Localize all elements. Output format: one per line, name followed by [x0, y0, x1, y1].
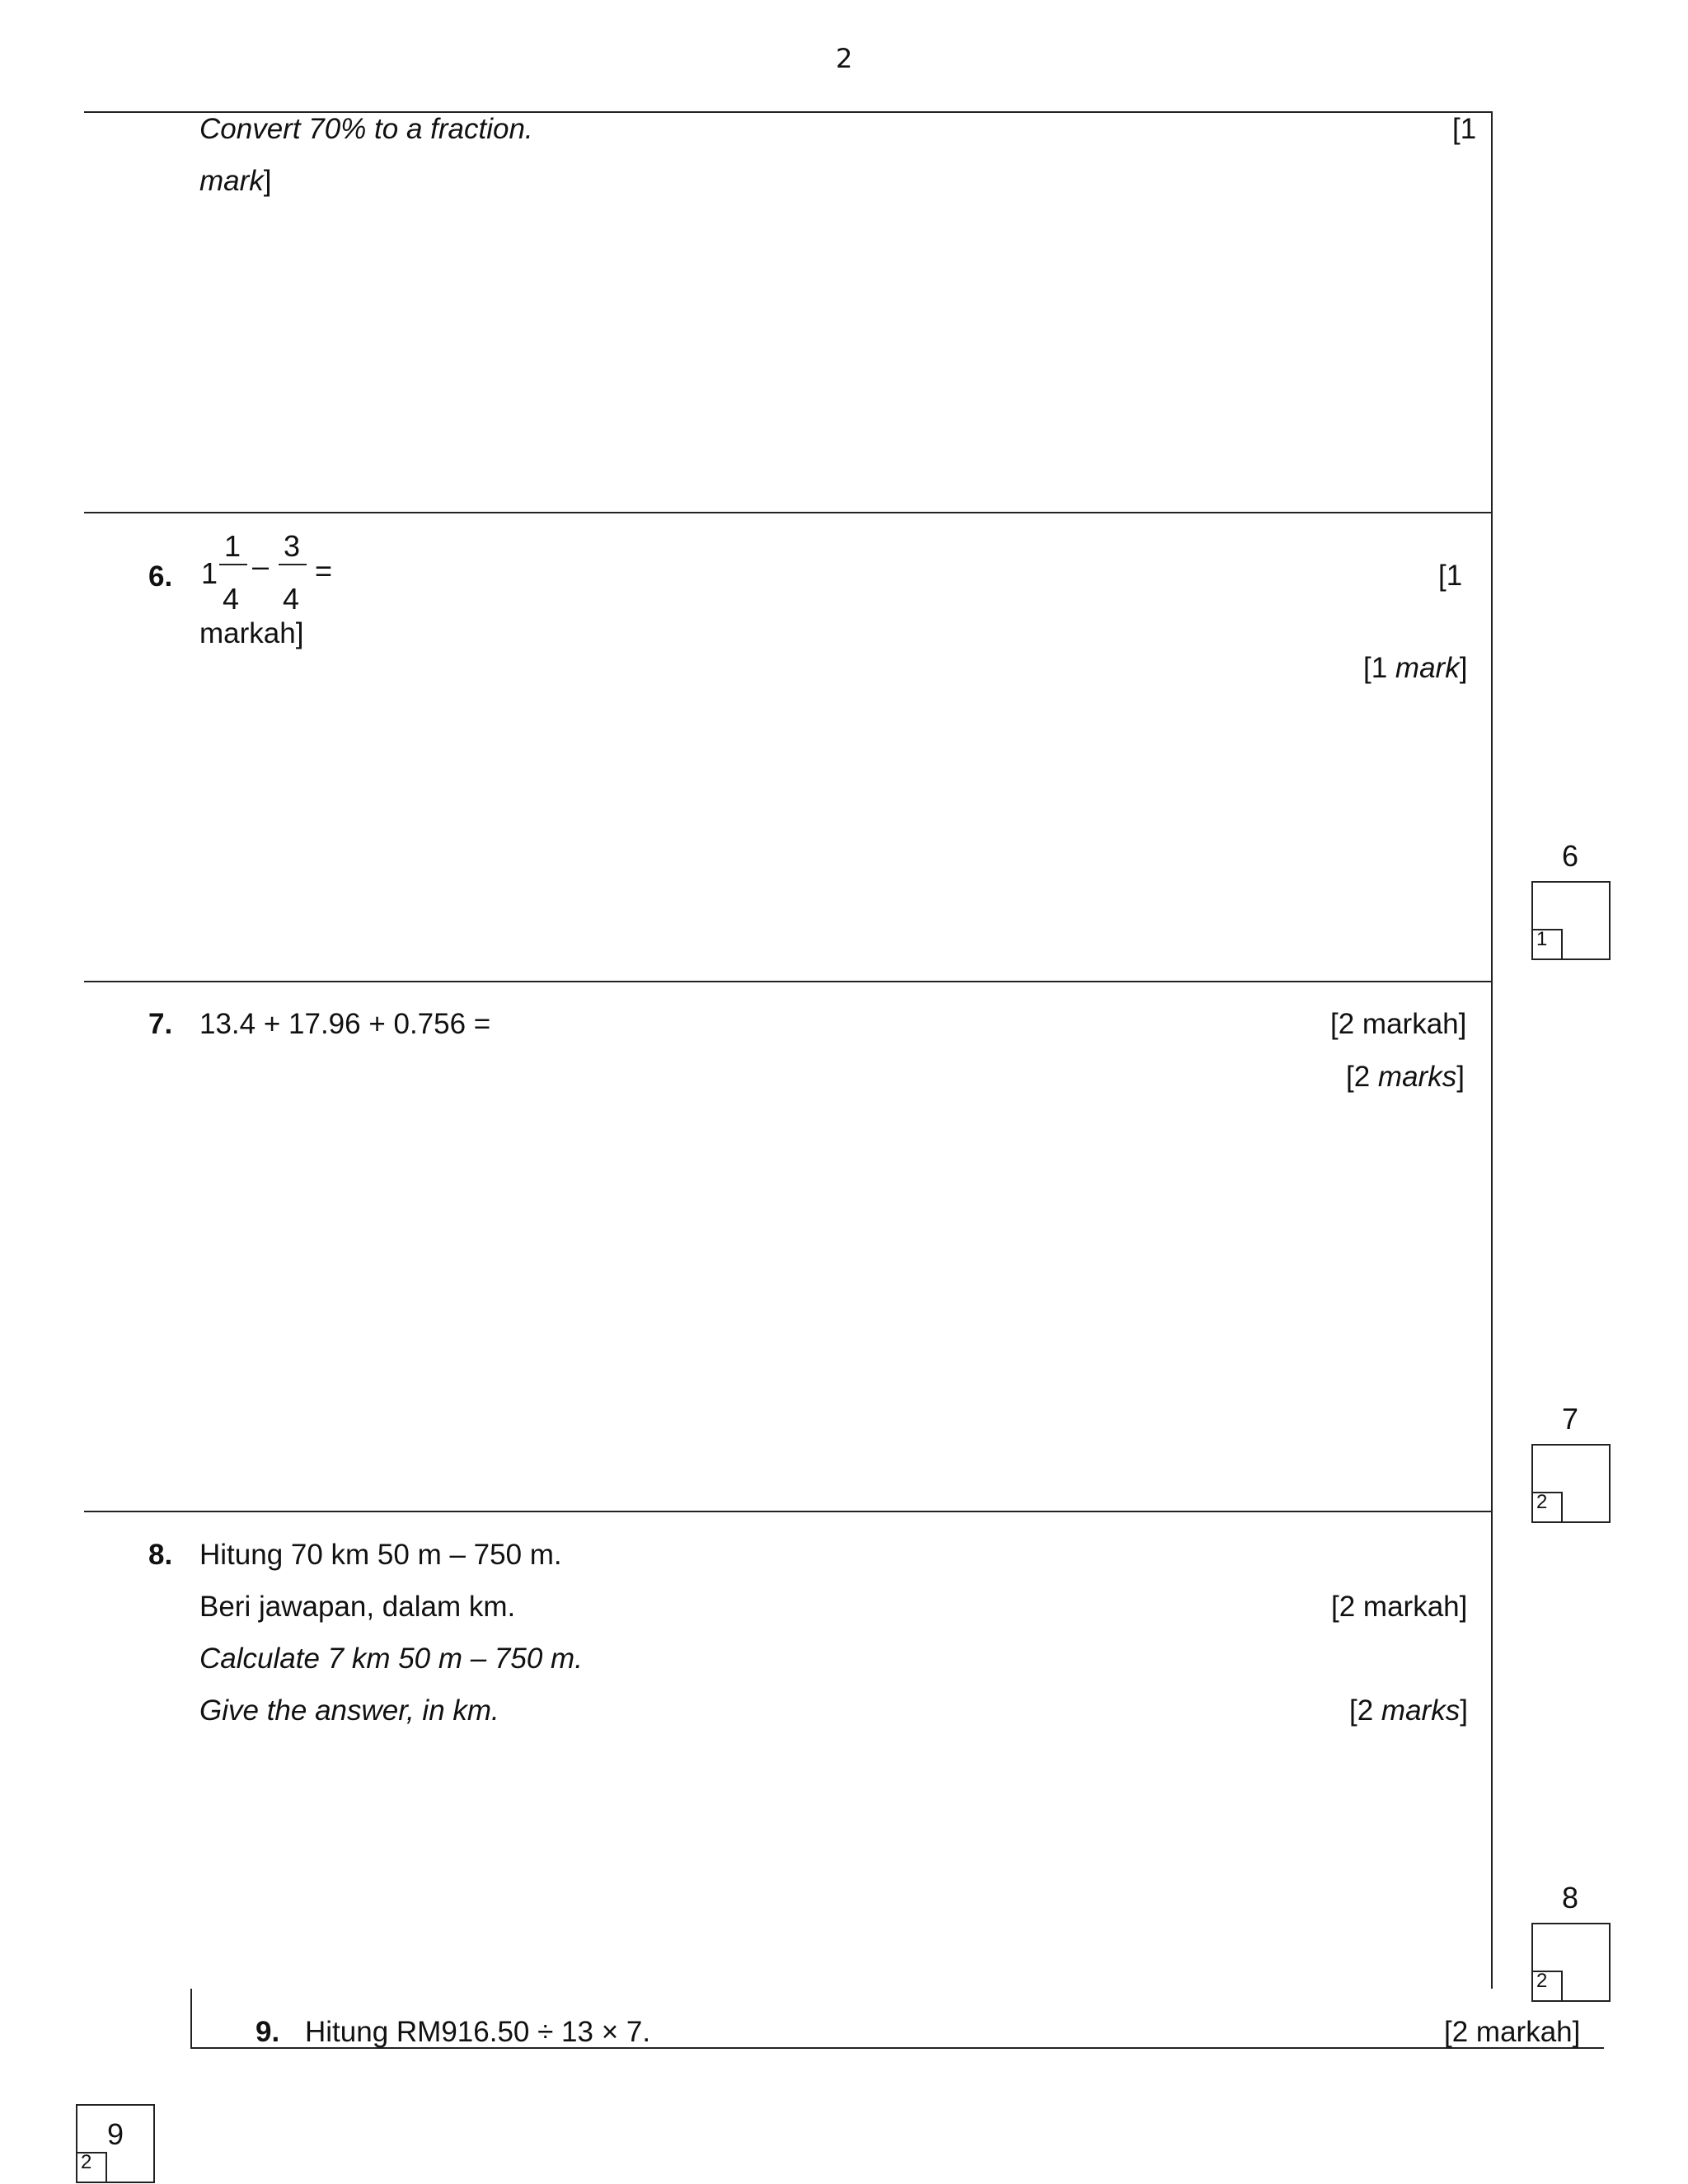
score-max-7: 2: [1531, 1492, 1563, 1523]
q8-line2-en: Give the answer, in km.: [199, 1694, 499, 1727]
q8-marks-en: [1349, 1694, 1468, 1728]
score-box-9[interactable]: [76, 2104, 155, 2183]
divider-q6-q7: [84, 981, 1493, 982]
q6-operator: –: [252, 549, 270, 583]
score-max-8: 2: [1531, 1971, 1563, 2002]
divider-q7-q8: [84, 1511, 1493, 1512]
q8-marks-en-word: marks: [1381, 1694, 1461, 1727]
q5-marks-word: mark: [199, 165, 264, 197]
q6-equals: =: [315, 554, 333, 588]
q8-marks-en-close: ]: [1460, 1694, 1468, 1727]
q9-number: 9.: [256, 2016, 280, 2048]
q6-marks-en-word: mark: [1395, 652, 1460, 684]
q6-marks-ms-top: [1: [1438, 560, 1463, 592]
q8-number: 8.: [148, 1539, 173, 1571]
divider-q5-q6: [84, 512, 1493, 513]
q6-denominator-1: 4: [223, 582, 240, 616]
q7-marks-en-close: ]: [1456, 1061, 1465, 1093]
q5-marks-bottom: [199, 164, 272, 199]
q8-line2-ms: Beri jawapan, dalam km.: [199, 1591, 516, 1623]
score-label-6: 6: [1562, 839, 1579, 873]
score-max-6: 1: [1531, 929, 1563, 960]
q7-marks-en-word: marks: [1377, 1061, 1457, 1093]
q6-fraction-bar-1: [219, 564, 247, 565]
q8-marks-en-open: [2: [1349, 1694, 1381, 1727]
score-label-7: 7: [1562, 1402, 1579, 1436]
q6-numerator-2: 3: [284, 529, 301, 563]
q5-marks-close: ]: [263, 165, 272, 197]
score-label-8: 8: [1562, 1881, 1579, 1915]
q5-marks-top: [1: [1452, 113, 1477, 145]
q6-marks-en-close: ]: [1459, 652, 1468, 684]
score-box-8[interactable]: [1531, 1923, 1611, 2002]
q8-line1-ms: Hitung 70 km 50 m – 750 m.: [199, 1539, 562, 1571]
q7-number: 7.: [148, 1008, 173, 1040]
q6-whole: 1: [201, 556, 218, 590]
q9-left-border: [190, 1989, 192, 2048]
q9-marks-ms: [2 markah]: [1444, 2016, 1581, 2048]
score-label-9: 9: [107, 2117, 124, 2151]
right-border: [1491, 111, 1493, 1989]
q7-marks-ms: [2 markah]: [1330, 1008, 1467, 1040]
q5-prompt: Convert 70% to a fraction.: [199, 113, 533, 145]
q6-denominator-2: 4: [283, 582, 300, 616]
q7-expression: 13.4 + 17.96 + 0.756 =: [199, 1008, 491, 1040]
q6-number: 6.: [148, 560, 173, 593]
score-max-9: 2: [76, 2152, 107, 2183]
q9-line1-ms: Hitung RM916.50 ÷ 13 × 7.: [305, 2016, 651, 2048]
q8-line1-en: Calculate 7 km 50 m – 750 m.: [199, 1643, 583, 1675]
q6-numerator-1: 1: [224, 529, 241, 563]
score-box-7[interactable]: [1531, 1444, 1611, 1523]
q6-fraction-bar-2: [279, 564, 307, 565]
q6-marks-en: [1363, 651, 1467, 686]
score-box-6[interactable]: [1531, 881, 1611, 960]
page-number: 2: [836, 43, 853, 74]
q7-marks-en-open: [2: [1346, 1061, 1378, 1093]
q8-marks-ms: [2 markah]: [1331, 1591, 1468, 1623]
q7-marks-en: [1346, 1060, 1465, 1094]
q6-marks-ms-bottom: markah]: [199, 617, 304, 649]
q6-marks-en-open: [1: [1363, 652, 1395, 684]
